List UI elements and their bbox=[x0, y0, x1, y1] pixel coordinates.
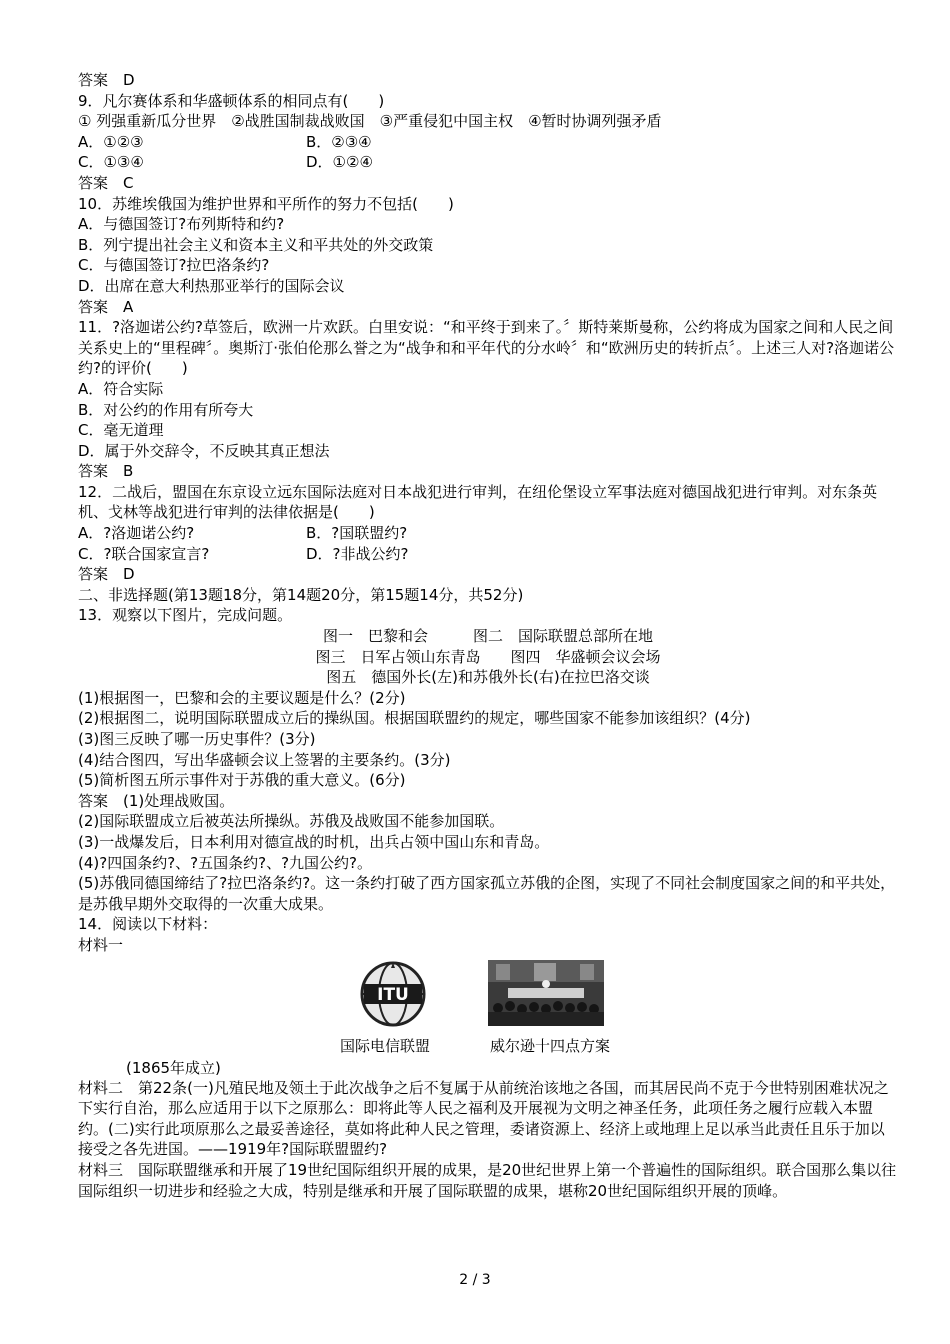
text-line: (2)根据图二，说明国际联盟成立后的操纵国。根据国联盟约的规定，哪些国家不能参加该组织？(4分) bbox=[78, 709, 751, 728]
q14-intro bbox=[78, 914, 898, 955]
text-line: D．出席在意大利热那亚举行的国际会议 bbox=[78, 276, 345, 295]
text-line: 9．凡尔赛体系和华盛顿体系的相同点有( ) bbox=[78, 91, 385, 110]
text-line: B．列宁提出社会主义和资本主义和平共处的外交政策 bbox=[78, 235, 434, 254]
text-line: (4)?四国条约?、?五国条约?、?九国公约?。 bbox=[78, 853, 373, 872]
text-line: A．与德国签订?布列斯特和约? bbox=[78, 215, 285, 234]
q13-answer-5: (5)苏俄同德国缔结了?拉巴洛条约?。这一条约打破了西方国家孤立苏俄的企图，实现了不同社会制度国家之间的和平共处，是苏俄早期外交取得的一次重大成果。 bbox=[78, 874, 896, 913]
q9-block bbox=[78, 70, 898, 132]
material-one-images bbox=[78, 960, 898, 1078]
text-line: 答案 A bbox=[78, 297, 134, 316]
q9-options bbox=[78, 132, 898, 173]
option-row bbox=[78, 132, 898, 153]
text-line: 图五 德国外长(左)和苏俄外长(右)在拉巴洛交谈 bbox=[326, 668, 650, 687]
text-line: 二、非选择题(第13题18分，第14题20分，第15题14分，共52分) bbox=[78, 585, 524, 604]
page-number: 2 / 3 bbox=[459, 1272, 491, 1288]
text-line: (4)结合图四，写出华盛顿会议上签署的主要条约。(3分) bbox=[78, 750, 451, 769]
q11-question: 11．?洛迦诺公约?草签后，欧洲一片欢跃。白里安说：“和平终于到来了。〞斯特莱斯曼称，公约将成为国家之间和人民之间关系史上的“里程碑〞。奥斯汀·张伯伦那么誉之为“战争和和平年代的分水岭〞和“欧洲历史的转折点〞。上述三人对?洛迦诺公约?的评价( ) bbox=[78, 318, 895, 378]
option: D．①②④ bbox=[306, 153, 373, 172]
wilson-caption: 威尔逊十四点方案 bbox=[490, 1036, 611, 1055]
itu-founding-caption: (1865年成立) bbox=[126, 1058, 221, 1077]
text-line: C．与德国签订?拉巴洛条约? bbox=[78, 256, 270, 275]
material-two: 材料二 第22条(一)凡殖民地及领土于此次战争之后不复属于从前统治该地之各国，而其居民尚不克于今世特别困难状况之下实行自治，那么应适用于以下之原那么：即将此等人民之福利及开展视为文明之神圣任务，此项任务之履行应载入本盟约。(二)实行此项原那么之最妥善途径，莫如将此种人民之管理，委诸资源上、经济上或地理上足以承当此责任且乐于加以接受之各先进国。——1919年?国际联盟盟约? bbox=[78, 1078, 889, 1159]
figure-captions bbox=[78, 626, 898, 688]
option: B．?国联盟约? bbox=[306, 524, 408, 543]
option-row bbox=[78, 152, 898, 173]
wilson-fourteen-points-photo bbox=[488, 960, 604, 1026]
text-line: 图一 巴黎和会 图二 国际联盟总部所在地 bbox=[322, 627, 653, 646]
option-row bbox=[78, 544, 898, 565]
text-line: B．对公约的作用有所夸大 bbox=[78, 400, 254, 419]
q12-options bbox=[78, 523, 898, 564]
text-line: 13．观察以下图片，完成问题。 bbox=[78, 606, 293, 625]
option: D．?非战公约? bbox=[306, 544, 409, 563]
option: C．①③④ bbox=[78, 153, 144, 172]
q10-block bbox=[78, 173, 898, 317]
text-line: 图三 日军占领山东青岛 图四 华盛顿会议会场 bbox=[315, 647, 661, 666]
text-line: 答案 D bbox=[78, 565, 135, 584]
text-line: (5)简析图五所示事件对于苏俄的重大意义。(6分) bbox=[78, 771, 406, 790]
text-line: 答案 B bbox=[78, 462, 134, 481]
option: B．②③④ bbox=[306, 132, 372, 151]
material-three: 材料三 国际联盟继承和开展了19世纪国际组织开展的成果，是20世纪世界上第一个普遍性的国际组织。联合国那么集以往国际组织一切进步和经验之大成，特别是继承和开展了国际联盟的成果，堪称20世纪国际组织开展的顶峰。 bbox=[78, 1160, 897, 1200]
text-line: 14．阅读以下材料： bbox=[78, 915, 218, 934]
text-line: ① 列强重新瓜分世界 ②战胜国制裁战败国 ③严重侵犯中国主权 ④暂时协调列强矛盾 bbox=[78, 112, 662, 131]
text-line: (1)根据图一，巴黎和会的主要议题是什么？(2分) bbox=[78, 688, 406, 707]
document-body bbox=[78, 70, 898, 1201]
text-line: 答案 C bbox=[78, 173, 134, 192]
text-line: C．毫无道理 bbox=[78, 421, 164, 440]
section-two-header bbox=[78, 564, 898, 626]
itu-caption: 国际电信联盟 bbox=[340, 1036, 431, 1055]
text-line: A．符合实际 bbox=[78, 379, 164, 398]
q12-question: 12．二战后，盟国在东京设立远东国际法庭对日本战犯进行审判，在纽伦堡设立军事法庭对德国战犯进行审判。对东条英机、戈林等战犯进行审判的法律依据是( ) bbox=[78, 482, 878, 522]
text-line: 材料一 bbox=[78, 935, 124, 954]
text-line: (2)国际联盟成立后被英法所操纵。苏俄及战败国不能参加国联。 bbox=[78, 812, 505, 831]
text-line: 答案 (1)处理战败国。 bbox=[78, 791, 235, 810]
text-line: 10．苏维埃俄国为维护世界和平所作的努力不包括( ) bbox=[78, 194, 454, 213]
itu-logo-text: ITU bbox=[377, 984, 409, 1005]
text-line: (3)一战爆发后，日本利用对德宣战的时机，出兵占领中国山东和青岛。 bbox=[78, 832, 550, 851]
option: A．?洛迦诺公约? bbox=[78, 524, 195, 543]
option-row bbox=[78, 523, 898, 544]
text-line: (3)图三反映了哪一历史事件？(3分) bbox=[78, 730, 316, 748]
q13-questions-answers bbox=[78, 688, 898, 873]
text-line: D．属于外交辞令，不反映其真正想法 bbox=[78, 441, 330, 460]
text-line: 答案 D bbox=[78, 71, 135, 89]
option: C．?联合国家宣言? bbox=[78, 544, 210, 563]
option: A．①②③ bbox=[78, 132, 144, 151]
itu-logo-image bbox=[358, 960, 428, 1028]
q11-options bbox=[78, 379, 898, 482]
